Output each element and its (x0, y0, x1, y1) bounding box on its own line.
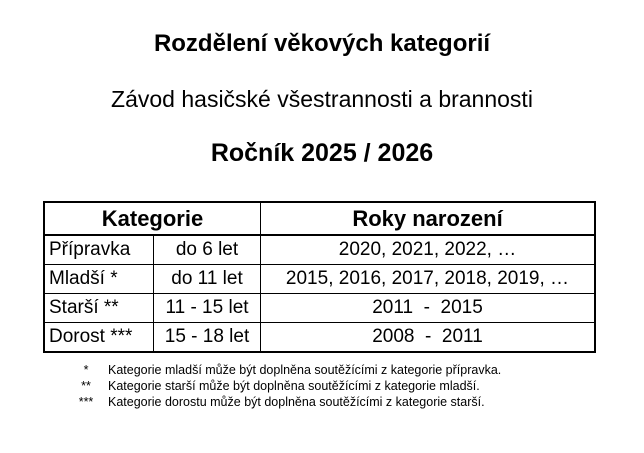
table-row (44, 294, 595, 323)
footnotes (64, 362, 501, 410)
footnote-mark: * (83, 363, 89, 377)
category-name: Dorost *** (44, 323, 154, 353)
category-name: Starší ** (44, 294, 154, 323)
category-years: 2008 - 2011 (261, 323, 596, 353)
footnote (64, 394, 501, 410)
category-years: 2011 - 2015 (261, 294, 596, 323)
category-age: 11 - 15 let (154, 294, 261, 323)
category-name: Přípravka (44, 235, 154, 265)
footnote-text: Kategorie dorostu může být doplněna soutěžícími z kategorie starší. (108, 395, 485, 409)
page-title: Rozdělení věkových kategorií (153, 30, 491, 57)
table-row (44, 323, 595, 353)
category-age: 15 - 18 let (154, 323, 261, 353)
category-years: 2020, 2021, 2022, … (261, 235, 596, 265)
footnote-mark: ** (81, 379, 91, 393)
table-row (44, 265, 595, 294)
season-year: Ročník 2025 / 2026 (210, 139, 434, 167)
header-category: Kategorie (44, 202, 261, 235)
category-age: do 11 let (154, 265, 261, 294)
footnote (64, 362, 501, 378)
table-row (44, 235, 595, 265)
category-age: do 6 let (154, 235, 261, 265)
footnote-text: Kategorie mladší může být doplněna soutěžícími z kategorie přípravka. (108, 363, 502, 377)
category-name: Mladší * (44, 265, 154, 294)
table-header-row (44, 202, 595, 235)
footnote-mark: *** (78, 395, 94, 409)
page-subtitle: Závod hasičské všestrannosti a brannosti (111, 86, 533, 112)
footnote-text: Kategorie starší může být doplněna soutěžícími z kategorie mladší. (108, 379, 480, 393)
category-table (43, 201, 596, 353)
category-years: 2015, 2016, 2017, 2018, 2019, … (261, 265, 596, 294)
footnote (64, 378, 501, 394)
header-birth-years: Roky narození (261, 202, 596, 235)
